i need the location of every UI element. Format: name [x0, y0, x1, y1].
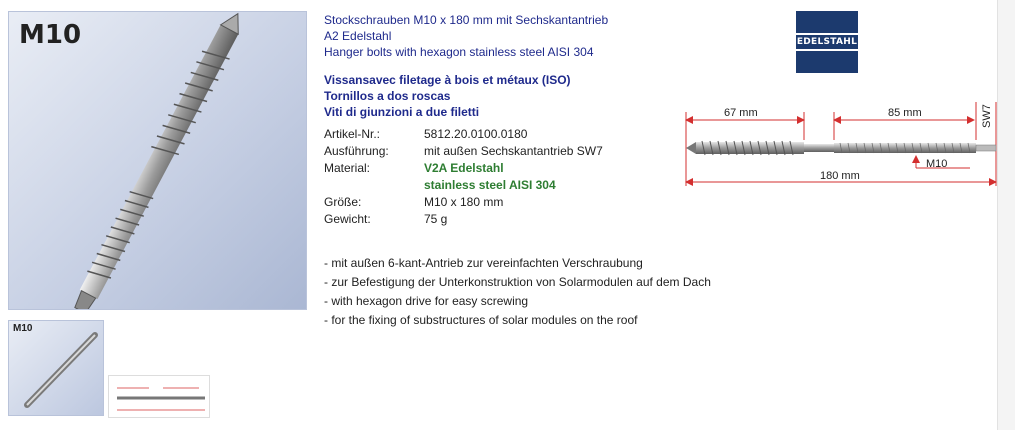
thumb-dimension-illustration: [109, 376, 210, 418]
spec-value: M10 x 180 mm: [424, 195, 504, 209]
list-item: - with hexagon drive for easy screwing: [324, 294, 529, 308]
vertical-scrollbar[interactable]: [997, 0, 1015, 430]
logo-text: EDELSTAHL: [796, 37, 858, 47]
thumbnail-product-photo[interactable]: [8, 320, 104, 416]
thumbnail-dimension-drawing[interactable]: [108, 375, 210, 418]
list-item: - mit außen 6-kant-Antrieb zur vereinfachten Verschraubung: [324, 256, 643, 270]
spec-row-article: [324, 126, 603, 143]
title-it: Viti di giunzioni a due filetti: [324, 105, 480, 119]
spec-table: [324, 126, 603, 228]
dimension-drawing: [680, 96, 998, 196]
product-main-image[interactable]: [8, 11, 307, 310]
spec-value: mit außen Sechskantantrieb SW7: [424, 144, 603, 158]
spec-value: stainless steel AISI 304: [424, 178, 556, 192]
spec-row-material-en: [324, 177, 603, 194]
spec-value: 5812.20.0100.0180: [424, 127, 528, 141]
spec-label: [324, 177, 424, 194]
spec-row-weight: [324, 211, 603, 228]
spec-row-material: [324, 160, 603, 177]
title-de: Stockschrauben M10 x 180 mm mit Sechskantantrieb: [324, 13, 609, 27]
spec-label: Größe:: [324, 195, 362, 209]
feature-list: [324, 254, 711, 330]
spec-value: 75 g: [424, 212, 448, 226]
list-item: - for the fixing of substructures of solar modules on the roof: [324, 313, 638, 327]
title-fr: Vissansavec filetage à bois et métaux (ISO): [324, 73, 571, 87]
spec-value: V2A Edelstahl: [424, 161, 504, 175]
spec-label: Ausführung:: [324, 144, 389, 158]
dim-label-left: 67 mm: [724, 107, 758, 119]
spec-label: Artikel-Nr.:: [324, 127, 381, 141]
spec-row-size: [324, 194, 603, 211]
title-en: Hanger bolts with hexagon stainless steel AISI 304: [324, 45, 594, 59]
spec-label: Material:: [324, 161, 371, 175]
edelstahl-logo: [796, 11, 858, 73]
thumb-bolt-illustration: [9, 321, 104, 416]
title-material: A2 Edelstahl: [324, 29, 392, 43]
size-badge: M10: [19, 20, 82, 50]
title-es: Tornillos a dos roscas: [324, 89, 451, 103]
list-item: - zur Befestigung der Unterkonstruktion von Solarmodulen auf dem Dach: [324, 275, 711, 289]
product-title-translations: [324, 72, 654, 120]
drive-label: SW7: [981, 104, 993, 128]
thumb-size-badge: M10: [13, 323, 33, 334]
dim-label-total: 180 mm: [820, 170, 860, 182]
hanger-bolt-illustration: [9, 12, 307, 310]
product-title-block: [324, 12, 674, 60]
spec-row-version: [324, 143, 603, 160]
dim-label-right: 85 mm: [888, 107, 922, 119]
thread-label: M10: [926, 158, 948, 170]
spec-label: Gewicht:: [324, 212, 371, 226]
